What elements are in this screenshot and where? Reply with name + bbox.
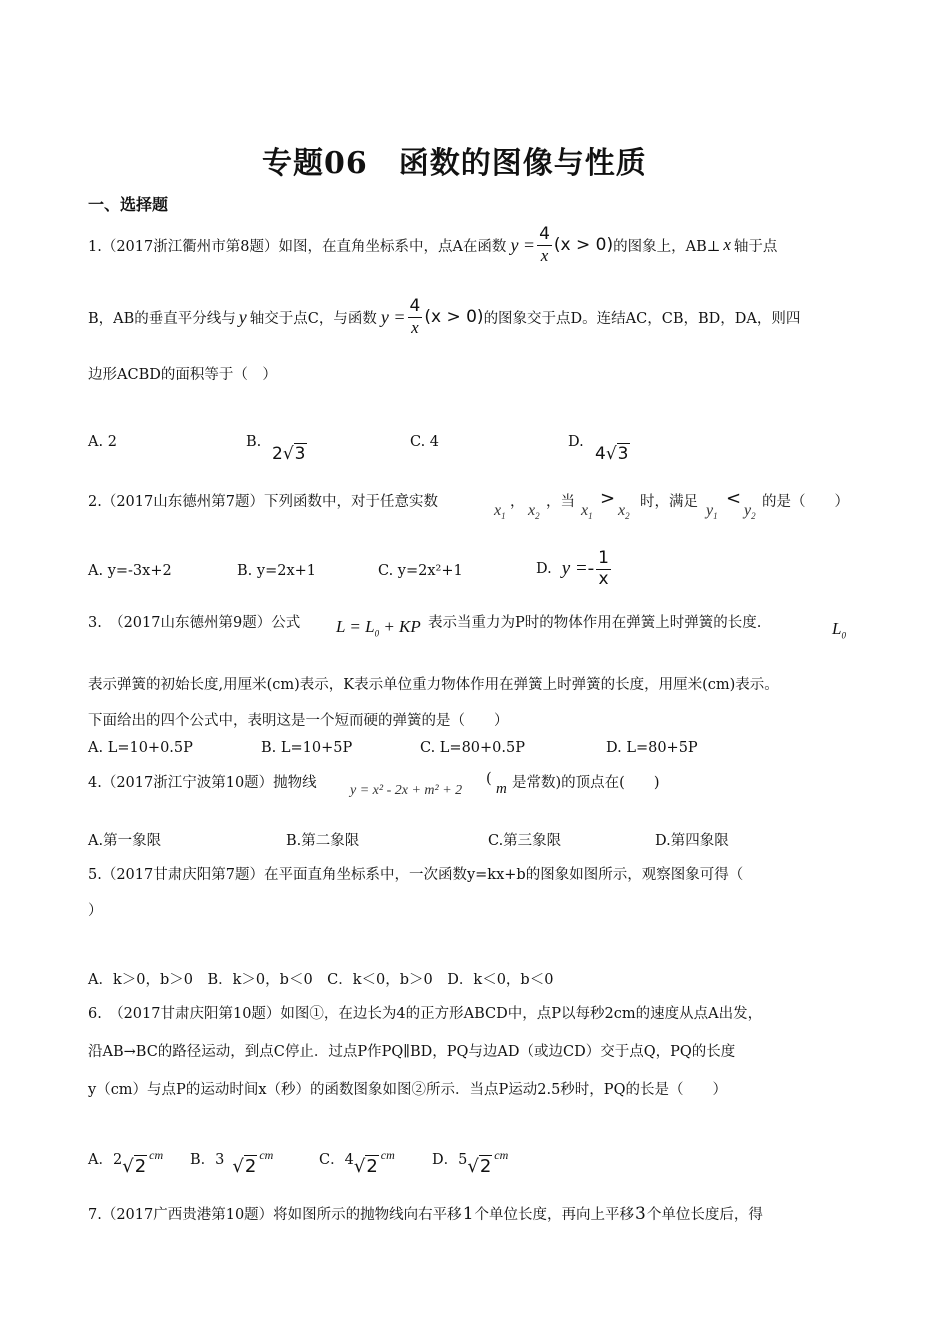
page-title: 专题06 函数的图像与性质 [262,146,647,181]
q2-option-d-num: 1 [598,548,609,568]
q1-option-d-label: D. [568,434,584,450]
q1-cond: (x > 0) [553,235,614,255]
q2-option-d-fraction [596,550,611,588]
q3-text-1: 3. （2017山东德州第9题）公式 [88,615,301,631]
q6-option-a-sqrt [122,1156,147,1177]
q6-option-d-label: D．5 [432,1152,468,1168]
question-4-line [88,771,878,805]
q2-option-d-eq: y =- [561,558,595,579]
q1-frac-num: 4 [539,224,550,244]
q6-option-a [88,1148,163,1177]
q6-option-a-radicand: 2 [134,1156,147,1177]
q1-frac-den: x [540,246,549,265]
q7-text-2: 个单位长度，再向上平移 [474,1207,635,1223]
q1-text-2: 的图象上，AB⊥ [613,238,721,255]
q1-option-d-coef: 4 [595,444,606,464]
q2-lt: < [726,488,742,509]
q3-formula: $L = L_0$ + KP [336,617,421,639]
q6-option-a-label: A．2 [88,1152,123,1168]
q6-option-b-label: B．3 [190,1152,225,1168]
q6-option-b-sqrt [232,1156,257,1177]
q1-option-b-coef: 2 [272,444,283,464]
q1-eq-2: y = [380,306,406,327]
q4-text-1: 4.（2017浙江宁波第10题）抛物线 [88,775,317,791]
q2-text-3: 时，满足 [640,494,698,510]
q6-option-d-unit: cm [494,1148,509,1162]
q6-option-c-sqrt [354,1156,379,1177]
q2-x2: $x_2$ [528,502,540,522]
q1-text-1: 1.（2017浙江衢州市第8题）如图，在直角坐标系中，点A在函数 [88,238,507,255]
q2-option-d-label: D. [536,561,552,577]
q4-m: m [496,781,507,797]
q1-frac-den-2: x [411,318,419,337]
question-6-line-1: 6. （2017甘肃庆阳第10题）如图①，在边长为4的正方形ABCD中，点P以每秒2cm的速度从点A出发， [88,1006,763,1022]
q1-option-d-radicand: 3 [617,444,629,464]
q6-option-d-sqrt [467,1156,492,1177]
q6-option-a-unit: cm [149,1148,164,1162]
q2-comma: ， [510,494,525,510]
q2-option-d-den: x [598,569,609,589]
q4-text-2: ( [486,771,492,787]
q3-option-a: A. L=10+0.5P [88,740,193,756]
question-6-line-2: 沿AB→BC的路径运动，到点C停止．过点P作PQ∥BD，PQ与边AD（或边CD）交于点Q，PQ的长度 [88,1044,736,1060]
q1-text-3: 轴于点 [733,238,778,255]
question-3-line-2: 表示弹簧的初始长度,用厘米(cm)表示，K表示单位重力物体作用在弹簧上时弹簧的长度，用厘米(cm)表示。 [88,677,779,693]
q6-option-b-unit: cm [259,1148,274,1162]
q4-formula: y = x² - 2x + m² + 2 [350,783,463,798]
q1-cond-2: (x > 0) [424,307,484,327]
sqrt-symbol: √ [353,1156,366,1177]
question-6-line-3: y（cm）与点P的运动时间x（秒）的函数图象如图②所示．当点P运动2.5秒时，PQ的长是（ ） [88,1082,727,1098]
q2-y2: $y_2$ [744,502,756,522]
q2-x2b: $x_2$ [618,502,630,522]
q1-eq: y = [510,234,536,255]
q2-text-1: 2.（2017山东德州第7题）下列函数中，对于任意实数 [88,494,438,510]
q5-options: A．k＞0，b＞0 B．k＞0，b＜0 C．k＜0，b＞0 D．k＜0，b＜0 [88,972,554,988]
q2-option-d [536,550,613,588]
q6-option-d [432,1148,508,1177]
q1-text-5: 轴交于点C，与函数 [249,310,377,327]
q6-option-c-label: C．4 [319,1152,354,1168]
q1-option-b [246,434,306,464]
q1-option-a: A. 2 [88,434,117,450]
question-7-line-1 [88,1203,763,1224]
q1-text-4: B，AB的垂直平分线与 [88,310,236,327]
q3-option-b: B. L=10+5P [261,740,353,756]
q1-option-d-value [595,444,630,464]
q6-option-c-unit: cm [380,1148,395,1162]
q2-y1: $y_1$ [706,502,718,522]
q1-fraction [537,226,552,264]
q1-option-b-label: B. [246,434,262,450]
sqrt-symbol: √ [605,444,617,464]
q4-text-3: 是常数)的顶点在( ) [512,775,660,791]
sqrt-symbol: √ [232,1156,244,1177]
q2-x1: $x_1$ [494,502,506,522]
question-3-line-1 [88,611,878,647]
q7-num-2: 3 [635,1203,646,1224]
q2-option-b: B. y=2x+1 [237,563,316,579]
q2-gt: > [600,488,616,509]
question-1-line-2 [88,298,800,336]
q6-option-c-radicand: 2 [366,1156,378,1177]
sqrt-symbol: √ [282,444,294,464]
q3-option-d: D. L=80+5P [606,740,698,756]
q1-option-d [568,434,629,464]
question-1-line-3: 边形ACBD的面积等于（ ） [88,367,277,383]
q6-option-b-radicand: 2 [244,1156,257,1177]
q7-text-3: 个单位长度后，得 [646,1207,763,1223]
section-heading: 一、选择题 [88,195,169,214]
q1-frac-num-2: 4 [409,296,421,316]
q2-x1b: $x_1$ [581,502,593,522]
q6-option-d-radicand: 2 [479,1156,492,1177]
q2-option-a: A. y=-3x+2 [88,563,172,579]
q2-text-4: 的是（ ） [762,494,849,510]
q2-text-2: ，当 [546,494,575,510]
q6-option-c [319,1148,395,1177]
q4-option-d: D.第四象限 [655,833,729,849]
q4-option-b: B.第二象限 [286,833,360,849]
q1-option-b-value [272,444,307,464]
question-3-line-3: 下面给出的四个公式中，表明这是一个短而硬的弹簧的是（ ） [88,713,509,729]
q4-option-a: A.第一象限 [88,833,162,849]
q1-option-b-radicand: 3 [294,444,306,464]
q1-var-y: y [238,306,247,327]
q3-option-c: C. L=80+0.5P [420,740,525,756]
question-1-line-1 [88,226,777,264]
question-5-line-2: ） [88,903,103,919]
question-2-line [88,490,888,530]
q1-option-c: C. 4 [410,434,440,450]
q1-var-x: x [723,235,731,254]
q3-text-2: 表示当重力为P时的物体作用在弹簧上时弹簧的长度. [428,615,762,631]
q2-option-c: C. y=2x²+1 [378,563,463,579]
q6-option-b [190,1148,273,1177]
question-5-line-1: 5.（2017甘肃庆阳第7题）在平面直角坐标系中，一次函数y=kx+b的图象如图所示，观察图象可得（ [88,867,744,883]
q4-option-c: C.第三象限 [488,833,562,849]
q1-text-6: 的图象交于点D。连结AC，CB，BD，DA，则四 [483,310,801,327]
sqrt-symbol: √ [122,1156,134,1177]
q1-fraction-2 [408,298,423,336]
q7-num-1: 1 [462,1203,474,1224]
sqrt-symbol: √ [467,1156,479,1177]
q3-l0: $L_0$ [832,619,846,641]
q7-text-1: 7.（2017广西贵港第10题）将如图所示的抛物线向右平移 [88,1207,462,1223]
